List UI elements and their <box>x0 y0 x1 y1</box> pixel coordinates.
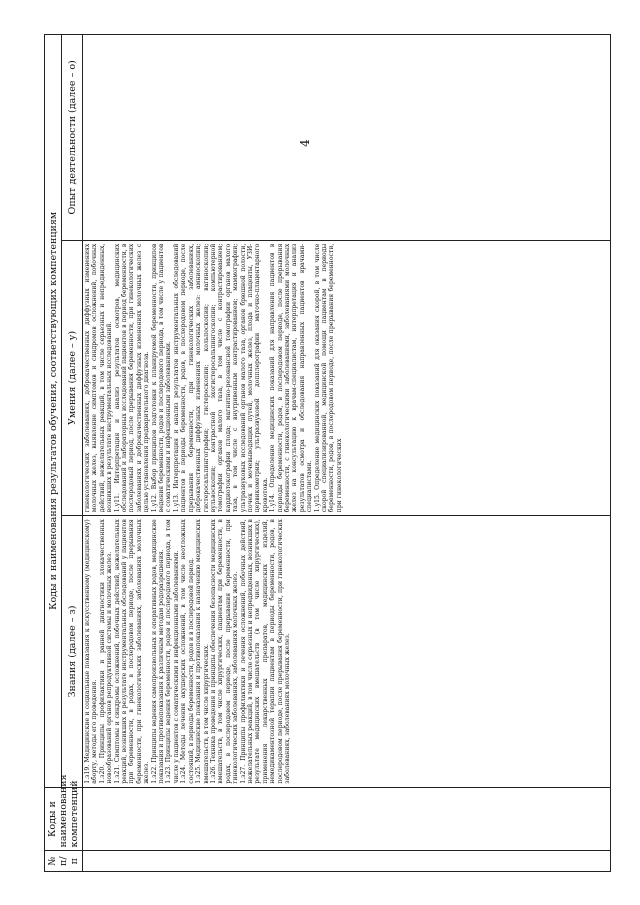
cell-knowledge <box>83 516 611 787</box>
skills-list <box>84 244 607 513</box>
header-skills: Умения (далее – у) <box>62 240 83 516</box>
page-number: 4 <box>297 139 312 147</box>
knowledge-item: 1.з27. Принципы профилактики и лечения осложнений, побочных действий, нежелательных реакций, в том числе серьезных и непредвиденных, возникших в результате медицинских вмешательств (в том числе хирургических), применения лекарственных препаратов, медицинских изделий, немедикаментозной терапии пациентам в периоды беременности, родов, в послеродовом периоде, после прерывания беременности, при гинекологических заболеваниях, заболеваниях молочных желез. <box>239 519 291 784</box>
header-number: № п/п <box>45 851 83 872</box>
knowledge-item: 1.з19. Медицинские и социальные показания к искусственному (медицинскому) аборту, методы его проведения. <box>84 519 99 784</box>
knowledge-item: 1.з24. Методы лечения акушерских осложнений, в том числе неотложных состояний, в периоды беременности, родов и в послеродовой период. <box>180 519 195 784</box>
header-results-group: Коды и наименования результатов обучения, соответствующих компетенциям <box>45 35 62 788</box>
competencies-table <box>44 34 611 872</box>
skill-item: 1.у12. Выбор принципов подготовки к планируемой беременности, принципов ведения беременности, родов и послеродового периода, в том числе у пациентов с соматическими и инфекционными заболеваниями. <box>150 243 173 513</box>
competencies-table-rotated <box>44 34 606 872</box>
knowledge-item: 1.з21. Симптомы и синдромы осложнений, побочных действий, нежелательных реакций, возникших в результате инструментальных обследований у пациентов при беременности, в родах, в послеродовом периоде, после прерывания беременности, при гинекологических заболеваниях, заболеваниях молочных желез. <box>113 519 151 784</box>
skill-item: 1.у14. Определение медицинских показаний для направления пациентов в периоды беременности, родов, в послеродовом периоде, после прерывания беременности, с гинекологическими заболеваниями, заболеваниями молочных желез на консультацию к врачам-специалистам, интерпретация и анализ результатов осмотра и обследования направленных пациентов врачами-специалистами. <box>269 243 314 513</box>
cell-skills <box>83 240 611 516</box>
header-knowledge: Знания (далее – з) <box>62 516 83 787</box>
knowledge-item: 1.з23. Принципы ведения беременности, родов и послеродового периода, в том числе у пациентов с соматическими и инфекционными заболеваниями. <box>165 519 180 784</box>
knowledge-item: 1.з26. Техника проведения и принципы обеспечения безопасности медицинских вмешательств, в том числе хирургических, пациентам при беременности, в родах, в послеродовом периоде, после прерывания беременности, при гинекологических заболеваниях, заболеваниях молочных желез. <box>209 519 240 784</box>
header-experience: Опыт деятельности (далее – о) <box>62 35 83 241</box>
skill-item: 1.у15. Определение медицинских показаний для оказания скорой, в том числе скорой специализированной, медицинской помощи пациентам в периоды беременности, родов, в послеродовом периоде, после прерывания беременности, при гинекологических <box>313 243 343 513</box>
skill-item: 1.у13. Интерпретация и анализ результатов инструментальных обследований пациентов в периоды беременности, родов, в послеродовом периоде, после прерывания беременности, при гинекологических заболеваниях, доброкачественных диффузных изменениях молочных желез: амниоскопии; гистеросальпингографии; гистероскопии; кольпоскопии; вагиноскопии; вульвоскопии; контрастной эхогистеросальпингоскопии; компьютерной томографии органов малого таза, в том числе с контрастированием; кардиотокографии плода; магнитно-резонансной томографии органов малого таза, в том числе с внутривенным контрастированием; маммографии; ультразвуковых исследований органов малого таза, органов брюшной полости, почек и мочевыводящих путей, молочных желез, плода и плаценты, УЗИ-цервикометрии; ультразвуковой допплерографии маточно-плацентарного кровотока. <box>172 243 269 513</box>
cell-number <box>83 851 611 872</box>
knowledge-item: 1.з25. Медицинские показания и противопоказания к назначению медицинских вмешательств, в том числе хирургических. <box>195 519 210 784</box>
cell-experience <box>83 35 611 241</box>
skill-item: 1.у11. Интерпретация и анализ результатов осмотров, медицинских обследований и лабораторных исследований пациентов в период беременности, в послеродовый период, после прерывания беременности, при гинекологических заболеваниях и доброкачественных диффузных изменениях молочных желез с целью установления предварительного диагноза. <box>113 243 151 513</box>
knowledge-item: 1.з20. Принципы профилактики и ранней диагностики злокачественных новообразований органов репродуктивной системы и молочных желез. <box>98 519 114 784</box>
knowledge-list <box>84 519 607 783</box>
cell-competency-codes <box>83 787 611 851</box>
header-competency-codes: Коды и наименования компетенций <box>45 787 83 851</box>
skill-item: гинекологических заболеваниях, доброкачественных диффузных изменениях молочных желез, выявление симптомов и синдромов осложнений, побочных действий, нежелательных реакций, в том числе серьезных и непредвиденных, возникших в результате инструментальных исследований. <box>84 243 114 513</box>
knowledge-item: 1.з22. Принципы ведения самопроизвольных и оперативных родов, медицинские показания и противопоказания к различным методам родоразрешения. <box>150 519 166 784</box>
